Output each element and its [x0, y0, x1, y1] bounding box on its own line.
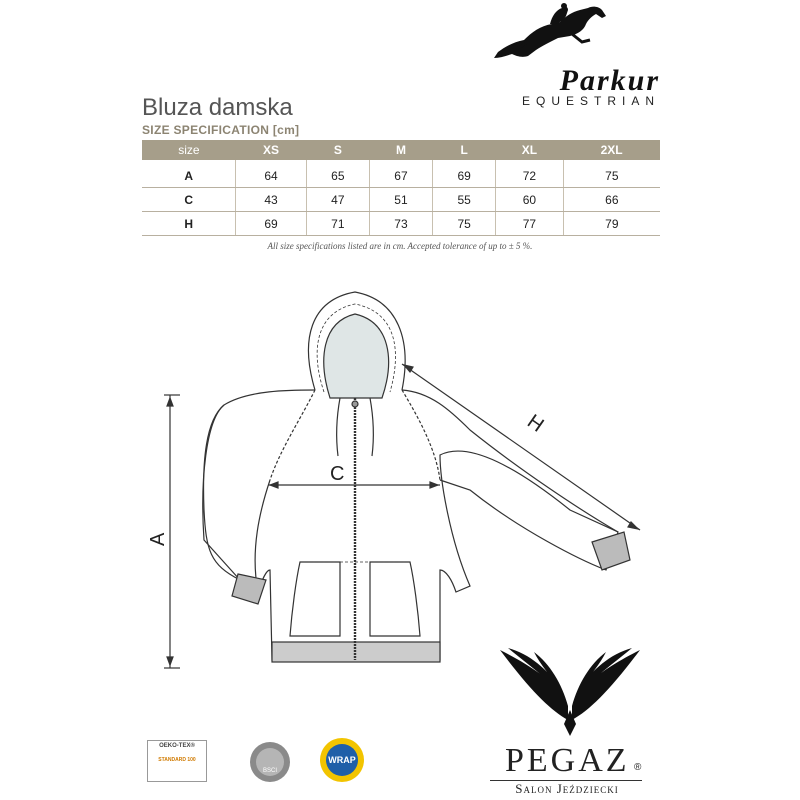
oekotex-badge [147, 740, 207, 782]
row-label: H [142, 212, 236, 236]
brand-logo [430, 66, 660, 108]
label-c: C [330, 463, 345, 485]
table-row [142, 160, 660, 188]
table-cell: 65 [306, 160, 369, 188]
brand-subtitle: EQUESTRIAN [521, 94, 660, 108]
size-col-header: M [369, 140, 432, 160]
table-cell: 67 [369, 160, 432, 188]
table-cell: 75 [433, 212, 496, 236]
wrap-badge [318, 736, 366, 784]
size-col-header: XL [496, 140, 563, 160]
table-cell: 66 [563, 188, 660, 212]
body-outline [204, 390, 618, 660]
right-cuff [592, 532, 630, 570]
table-header-row [142, 140, 660, 160]
size-table [142, 140, 660, 236]
table-cell: 69 [236, 212, 306, 236]
product-title: Bluza damska [142, 94, 293, 121]
wrap-label: WRAP [328, 755, 356, 765]
table-cell: 55 [433, 188, 496, 212]
size-col-header: XS [236, 140, 306, 160]
table-cell: 75 [563, 160, 660, 188]
pegaz-registered-mark: ® [634, 762, 642, 773]
drawstring-right [370, 398, 373, 456]
table-cell: 73 [369, 212, 432, 236]
table-cell: 71 [306, 212, 369, 236]
left-cuff [232, 574, 266, 604]
table-cell: 60 [496, 188, 563, 212]
drawstring-left [337, 398, 340, 456]
table-cell: 72 [496, 160, 563, 188]
pegaz-subtitle: Salon Jeździecki [515, 781, 619, 796]
table-cell: 77 [496, 212, 563, 236]
table-cell: 64 [236, 160, 306, 188]
horse-rider-logo [488, 2, 618, 66]
size-col-header: 2XL [563, 140, 660, 160]
table-cell: 51 [369, 188, 432, 212]
size-col-header: L [433, 140, 496, 160]
table-cell: 79 [563, 212, 660, 236]
spec-title: SIZE SPECIFICATION [cm] [142, 123, 300, 137]
size-col-header: S [306, 140, 369, 160]
row-label: C [142, 188, 236, 212]
tolerance-note: All size specifications listed are in cm. Accepted tolerance of up to ± 5 %. [267, 241, 533, 251]
pegaz-wings-logo [490, 640, 650, 740]
hood-face [324, 314, 389, 398]
size-header: size [142, 140, 236, 160]
brand-name: Parkur [559, 64, 660, 97]
pegaz-name: PEGAZ [505, 742, 630, 779]
bsci-badge [248, 740, 292, 784]
oekotex-standard: STANDARD 100 [158, 757, 196, 763]
hoodie-diagram [140, 280, 660, 680]
label-h: H [523, 410, 548, 437]
table-cell: 47 [306, 188, 369, 212]
kangaroo-pocket [290, 562, 340, 636]
table-cell: 43 [236, 188, 306, 212]
row-label: A [142, 160, 236, 188]
label-a: A [147, 532, 169, 546]
table-row [142, 188, 660, 212]
table-cell: 69 [433, 160, 496, 188]
bsci-label: BSCI [262, 768, 278, 774]
table-row [142, 212, 660, 236]
oekotex-name: OEKO-TEX® [159, 743, 195, 749]
